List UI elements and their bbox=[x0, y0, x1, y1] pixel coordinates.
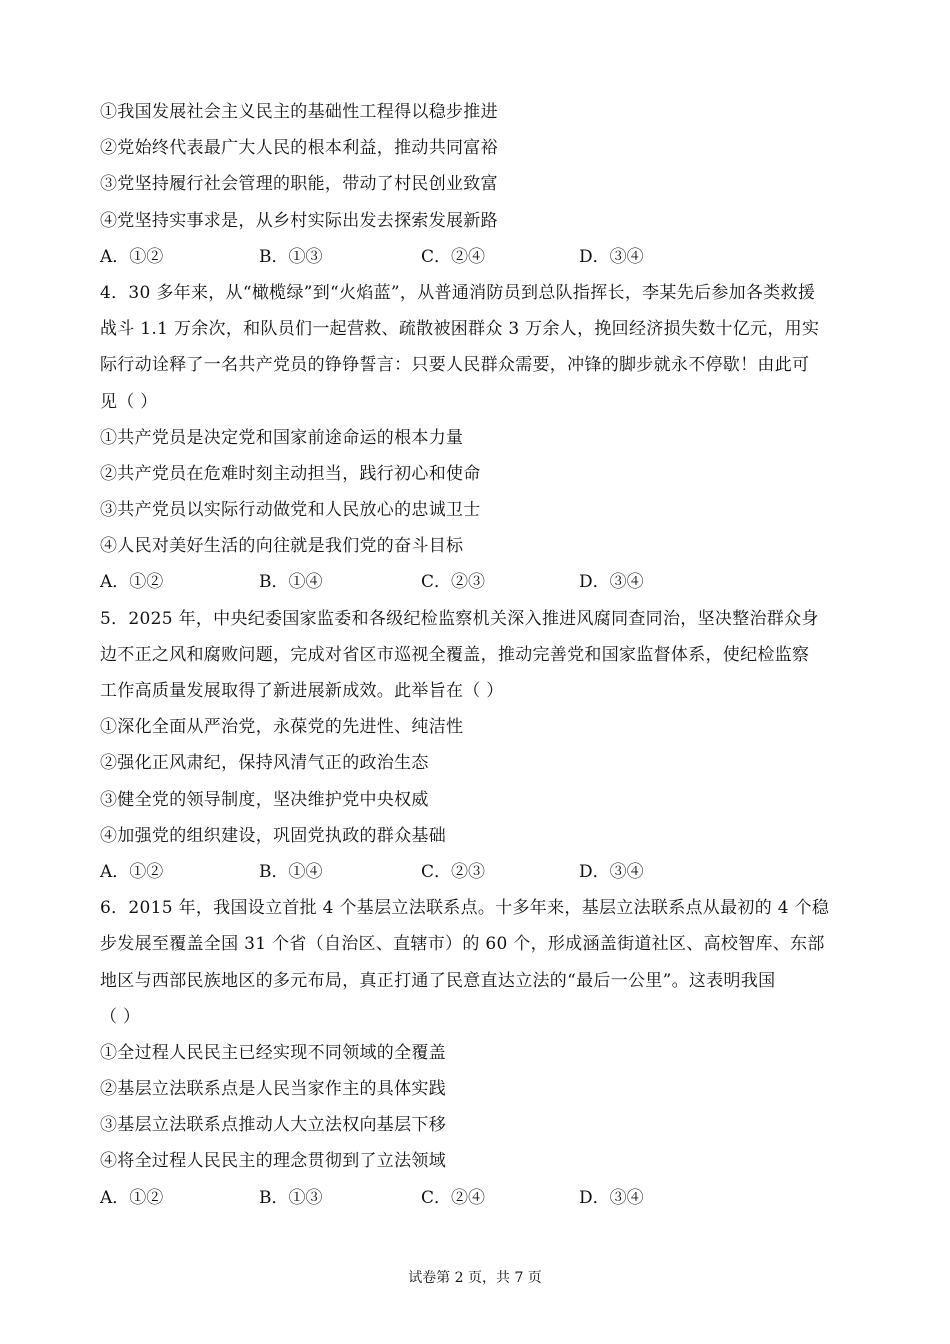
q6-option-d: D．③④ bbox=[579, 1187, 644, 1208]
q3-options bbox=[100, 239, 860, 275]
q5-option-a: A．①② bbox=[100, 861, 164, 882]
q6-option-a: A．①② bbox=[100, 1187, 164, 1208]
q4-statement-4: ④人民对美好生活的向往就是我们党的奋斗目标 bbox=[100, 536, 464, 557]
q5-option-b: B．①④ bbox=[259, 861, 323, 882]
q6-stem-line-3: 地区与西部民族地区的多元布局，真正打通了民意直达立法的“最后一公里”。这表明我国 bbox=[100, 970, 776, 991]
q3-option-c: C．②④ bbox=[421, 246, 486, 267]
q4-statement-2: ②共产党员在危难时刻主动担当，践行初心和使命 bbox=[100, 463, 481, 484]
page-footer: 试卷第 2 页，共 7 页 bbox=[408, 1270, 542, 1286]
q4-stem-line-3: 际行动诠释了一名共产党员的铮铮誓言：只要人民群众需要，冲锋的脚步就永不停歇！由此可 bbox=[100, 355, 810, 376]
q5-option-d: D．③④ bbox=[579, 861, 644, 882]
q5-statement-4: ④加强党的组织建设，巩固党执政的群众基础 bbox=[100, 825, 446, 846]
q6-statement-1: ①全过程人民民主已经实现不同领域的全覆盖 bbox=[100, 1042, 446, 1063]
q4-statement-1: ①共产党员是决定党和国家前途命运的根本力量 bbox=[100, 427, 464, 448]
q6-statement-3: ③基层立法联系点推动人大立法权向基层下移 bbox=[100, 1115, 446, 1136]
q4-option-d: D．③④ bbox=[579, 572, 644, 593]
q5-options bbox=[100, 854, 860, 890]
q6-options bbox=[100, 1180, 860, 1216]
q4-option-a: A．①② bbox=[100, 572, 164, 593]
q5-statement-1: ①深化全面从严治党，永葆党的先进性、纯洁性 bbox=[100, 717, 464, 738]
q5-stem-line-3: 工作高质量发展取得了新进展新成效。此举旨在（ ） bbox=[100, 681, 504, 701]
q4-stem-line-4: 见（ ） bbox=[100, 391, 158, 412]
q3-option-d: D．③④ bbox=[579, 246, 644, 267]
q6-option-b: B．①③ bbox=[259, 1187, 323, 1208]
q3-option-a: A．①② bbox=[100, 246, 164, 267]
q4-options bbox=[100, 564, 860, 600]
q6-stem-line-1: 6．2015 年，我国设立首批 4 个基层立法联系点。十多年来，基层立法联系点从最初的 4 个稳 bbox=[100, 898, 830, 919]
question-3-tail bbox=[100, 94, 860, 275]
q4-statement-3: ③共产党员以实际行动做党和人民放心的忠诚卫士 bbox=[100, 500, 481, 521]
q4-stem-line-2: 战斗 1.1 万余次，和队员们一起营救、疏散被困群众 3 万余人，挽回经济损失数十亿元，用实 bbox=[100, 319, 820, 340]
q5-stem-line-1: 5．2025 年，中央纪委国家监委和各级纪检监察机关深入推进风腐同查同治，坚决整治群众身 bbox=[100, 608, 819, 629]
q3-statement-3: ③党坚持履行社会管理的职能，带动了村民创业致富 bbox=[100, 174, 498, 195]
q5-statement-3: ③健全党的领导制度，坚决维护党中央权威 bbox=[100, 789, 429, 810]
q5-statement-2: ②强化正风肃纪，保持风清气正的政治生态 bbox=[100, 753, 429, 774]
page-content bbox=[100, 94, 860, 1216]
question-4 bbox=[100, 275, 860, 601]
q4-option-b: B．①④ bbox=[259, 572, 323, 593]
q6-stem-line-4: （ ） bbox=[100, 1006, 141, 1027]
q4-option-c: C．②③ bbox=[421, 572, 486, 593]
q3-statement-2: ②党始终代表最广大人民的根本利益，推动共同富裕 bbox=[100, 138, 498, 159]
question-6 bbox=[100, 890, 860, 1216]
q5-stem-line-2: 边不正之风和腐败问题，完成对省区市巡视全覆盖，推动完善党和国家监督体系，使纪检监察 bbox=[100, 644, 810, 665]
q5-option-c: C．②③ bbox=[421, 861, 486, 882]
q6-statement-4: ④将全过程人民民主的理念贯彻到了立法领域 bbox=[100, 1151, 446, 1172]
q6-statement-2: ②基层立法联系点是人民当家作主的具体实践 bbox=[100, 1079, 446, 1100]
q3-statement-1: ①我国发展社会主义民主的基础性工程得以稳步推进 bbox=[100, 102, 498, 122]
q3-statement-4: ④党坚持实事求是，从乡村实际出发去探索发展新路 bbox=[100, 210, 498, 231]
q6-option-c: C．②④ bbox=[421, 1187, 486, 1208]
q4-stem-line-1: 4．30 多年来，从“橄榄绿”到“火焰蓝”，从普通消防员到总队指挥长，李某先后参加各类救援 bbox=[100, 282, 816, 303]
q6-stem-line-2: 步发展至覆盖全国 31 个省（自治区、直辖市）的 60 个，形成涵盖街道社区、高校智库、东部 bbox=[100, 934, 825, 955]
q3-option-b: B．①③ bbox=[259, 246, 323, 267]
question-5 bbox=[100, 601, 860, 891]
